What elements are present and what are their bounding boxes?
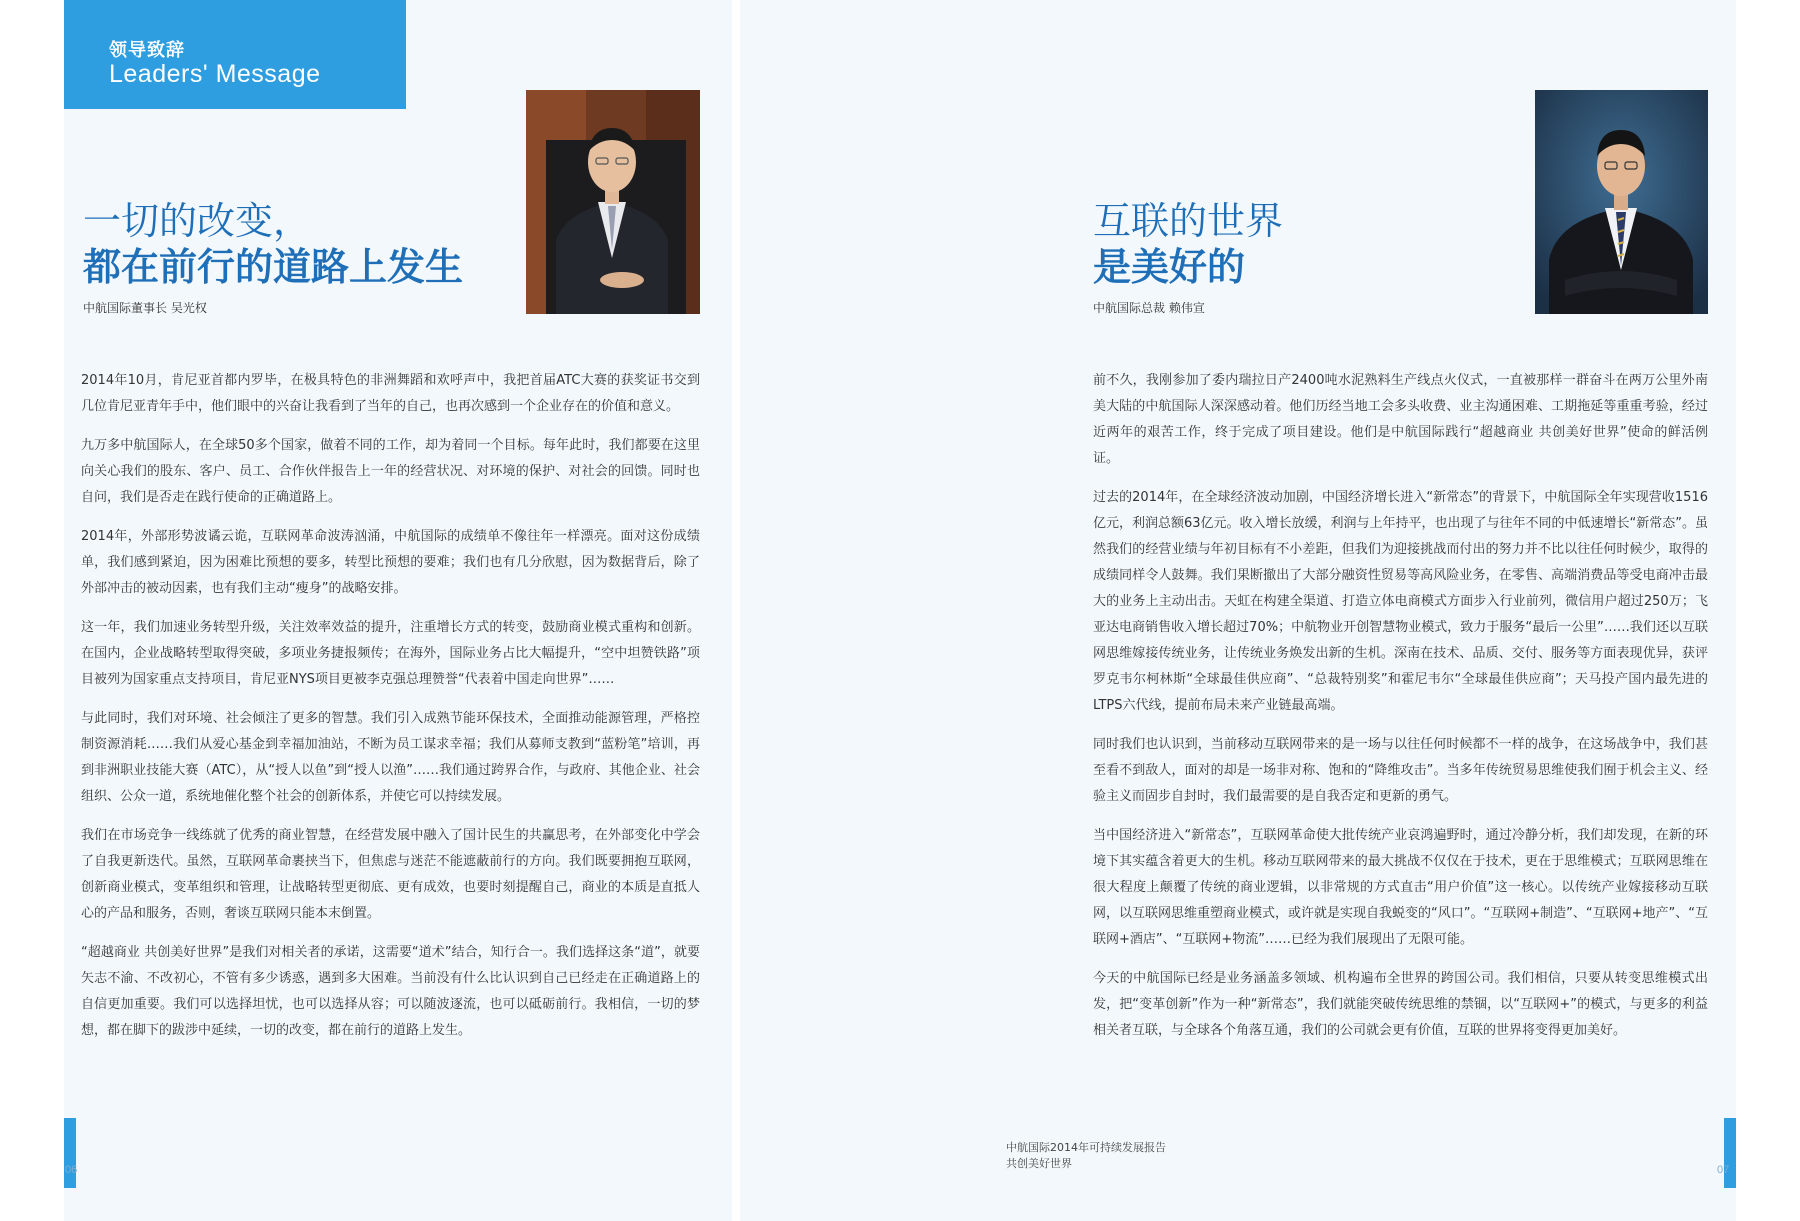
paragraph: “超越商业 共创美好世界”是我们对相关者的承诺，这需要“道术”结合，知行合一。我们选择这条“道”，就要矢志不渝、不改初心，不管有多少诱惑，遇到多大困难。当前没有什么比认识到自己已经走在正确道路上的自信更加重要。我们可以选择坦忧，也可以选择从容；可以随波逐流，也可以砥砺前行。我相信，一切的梦想，都在脚下的跋涉中延续，一切的改变，都在前行的道路上发生。 (81, 945, 700, 1038)
paragraph: 我们在市场竞争一线练就了优秀的商业智慧，在经营发展中融入了国计民生的共赢思考，在外部变化中学会了自我更新迭代。虽然，互联网革命裹挟当下，但焦虑与迷茫不能遮蔽前行的方向。我们既要拥抱互联网，创新商业模式，变革组织和管理，让战略转型更彻底、更有成效，也要时刻提醒自己，商业的本质是直抵人心的产品和服务，否则，奢谈互联网只能本末倒置。 (81, 828, 700, 921)
report-footer (1006, 1140, 1166, 1172)
paragraph: 2014年，外部形势波谲云诡，互联网革命波涛汹涌，中航国际的成绩单不像往年一样漂亮。面对这份成绩单，我们感到紧迫，因为困难比预想的要多，转型比预想的要难；我们也有几分欣慰，因为数据背后，除了外部冲击的被动因素，也有我们主动“瘦身”的战略安排。 (81, 529, 700, 596)
paragraph: 前不久，我刚参加了委内瑞拉日产2400吨水泥熟料生产线点火仪式，一直被那样一群奋斗在两万公里外南美大陆的中航国际人深深感动着。他们历经当地工会多头收费、业主沟通困难、工期拖延等重重考验，经过近两年的艰苦工作，终于完成了项目建设。他们是中航国际践行“超越商业 共创美好世界”使命的鲜活例证。 (1093, 373, 1708, 466)
paragraph: 这一年，我们加速业务转型升级，关注效率效益的提升，注重增长方式的转变，鼓励商业模式重构和创新。在国内，企业战略转型取得突破，多项业务捷报频传；在海外，国际业务占比大幅提升，“空中坦赞铁路”项目被列为国家重点支持项目，肯尼亚NYS项目更被李克强总理赞誉“代表着中国走向世界”…… (81, 620, 700, 687)
footer-report-title: 中航国际2014年可持续发展报告 (1006, 1141, 1166, 1154)
paragraph: 过去的2014年，在全球经济波动加剧，中国经济增长进入“新常态”的背景下，中航国际全年实现营收1516亿元，利润总额63亿元。收入增长放缓，利润与上年持平，也出现了与往年不同的中低速增长“新常态”。虽然我们的经营业绩与年初目标有不小差距，但我们为迎接挑战而付出的努力并不比以往任何时候少，取得的成绩同样令人鼓舞。我们果断撤出了大部分融资性贸易等高风险业务，在零售、高端消费品等受电商冲击最大的业务上主动出击。天虹在构建全渠道、打造立体电商模式方面步入行业前列，微信用户超过250万；飞亚达电商销售收入增长超过70%；中航物业开创智慧物业模式，致力于服务“最后一公里”……我们还以互联网思维嫁接传统业务，让传统业务焕发出新的生机。深南在技术、品质、交付、服务等方面表现优异，获评罗克韦尔柯林斯“全球最佳供应商”、“总裁特别奖”和霍尼韦尔“全球最佳供应商”；天马投产国内最先进的LTPS六代线，提前布局未来产业链最高端。 (1093, 490, 1709, 713)
section-title-zh: 领导致辞 (109, 40, 185, 61)
section-title-en: Leaders' Message (109, 60, 321, 88)
left-title (83, 198, 463, 290)
spine-gutter (732, 0, 740, 1221)
left-page-tab (64, 1118, 76, 1188)
right-title-line2: 是美好的 (1093, 245, 1246, 289)
right-page-number: 07 (1717, 1164, 1730, 1176)
right-title (1093, 198, 1283, 290)
right-byline: 中航国际总裁 赖伟宣 (1093, 301, 1205, 315)
paragraph: 今天的中航国际已经是业务涵盖多领域、机构遍布全世界的跨国公司。我们相信，只要从转变思维模式出发，把“变革创新”作为一种“新常态”，我们就能突破传统思维的禁锢，以“互联网+”的模式，与更多的利益相关者互联，与全球各个角落互通，我们的公司就会更有价值，互联的世界将变得更加美好。 (1093, 971, 1708, 1038)
left-page-number: 06 (65, 1164, 78, 1176)
right-page-tab (1724, 1118, 1736, 1188)
left-page (64, 0, 732, 1221)
left-title-line1: 一切的改变， (83, 199, 312, 243)
right-title-line1: 互联的世界 (1093, 199, 1284, 243)
right-page (740, 0, 1736, 1221)
paragraph: 九万多中航国际人，在全球50多个国家，做着不同的工作，却为着同一个目标。每年此时，我们都要在这里向关心我们的股东、客户、员工、合作伙伴报告上一年的经营状况、对环境的保护、对社会的回馈。同时也自问，我们是否走在践行使命的正确道路上。 (81, 438, 700, 505)
left-body (81, 368, 700, 1057)
president-portrait (1535, 90, 1708, 314)
paragraph: 当中国经济进入“新常态”，互联网革命使大批传统产业哀鸿遍野时，通过冷静分析，我们却发现，在新的环境下其实蕴含着更大的生机。移动互联网带来的最大挑战不仅仅在于技术，更在于思维模式；互联网思维在很大程度上颠覆了传统的商业逻辑，以非常规的方式直击“用户价值”这一核心。以传统产业嫁接移动互联网，以互联网思维重塑商业模式，或许就是实现自我蜕变的“风口”。“互联网+制造”、“互联网+地产”、“互联网+酒店”、“互联网+物流”……已经为我们展现出了无限可能。 (1093, 828, 1708, 947)
left-byline: 中航国际董事长 吴光权 (83, 301, 207, 315)
chairman-portrait (526, 90, 700, 314)
left-title-line2: 都在前行的道路上发生 (83, 245, 464, 289)
footer-slogan: 共创美好世界 (1006, 1157, 1072, 1170)
section-header (64, 0, 406, 109)
right-body (1093, 368, 1708, 1057)
paragraph: 2014年10月，肯尼亚首都内罗毕，在极具特色的非洲舞蹈和欢呼声中，我把首届ATC大赛的获奖证书交到几位肯尼亚青年手中，他们眼中的兴奋让我看到了当年的自己，也再次感到一个企业存在的价值和意义。 (81, 373, 700, 414)
paragraph: 同时我们也认识到，当前移动互联网带来的是一场与以往任何时候都不一样的战争，在这场战争中，我们甚至看不到敌人，面对的却是一场非对称、饱和的“降维攻击”。当多年传统贸易思维使我们囿于机会主义、经验主义而固步自封时，我们最需要的是自我否定和更新的勇气。 (1093, 737, 1708, 804)
paragraph: 与此同时，我们对环境、社会倾注了更多的智慧。我们引入成熟节能环保技术，全面推动能源管理，严格控制资源消耗……我们从爱心基金到幸福加油站，不断为员工谋求幸福；我们从募师支教到“蓝粉笔”培训，再到非洲职业技能大赛（ATC），从“授人以鱼”到“授人以渔”……我们通过跨界合作，与政府、其他企业、社会组织、公众一道，系统地催化整个社会的创新体系，并使它可以持续发展。 (81, 711, 700, 804)
